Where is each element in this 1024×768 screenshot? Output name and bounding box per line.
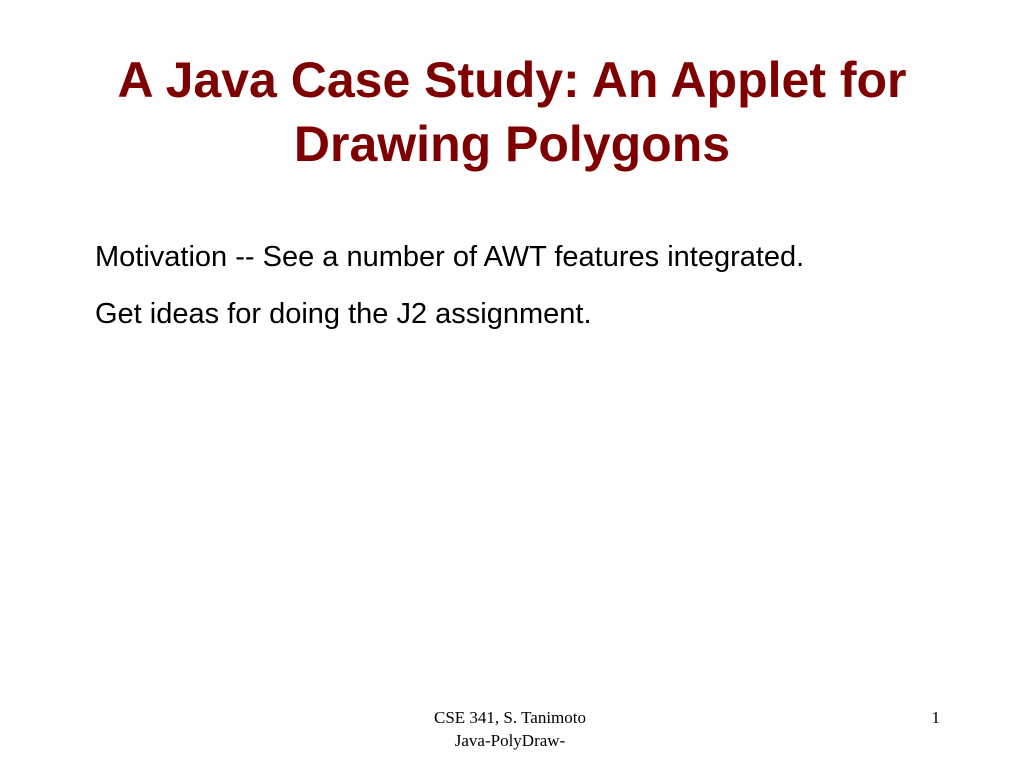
slide-title-line-1: A Java Case Study: An Applet for	[117, 52, 907, 108]
slide-title-line-2: Drawing Polygons	[293, 116, 731, 172]
slide-footer	[370, 706, 650, 752]
slide-title	[40, 48, 984, 176]
body-paragraph-motivation: Motivation -- See a number of AWT features integrated.	[95, 241, 805, 273]
page-number: 1	[931, 708, 940, 727]
body-paragraph-ideas: Get ideas for doing the J2 assignment.	[95, 298, 592, 330]
footer-line-2: Java-PolyDraw-	[454, 731, 566, 750]
slide-body	[95, 238, 815, 352]
footer-line-1: CSE 341, S. Tanimoto	[434, 708, 586, 727]
